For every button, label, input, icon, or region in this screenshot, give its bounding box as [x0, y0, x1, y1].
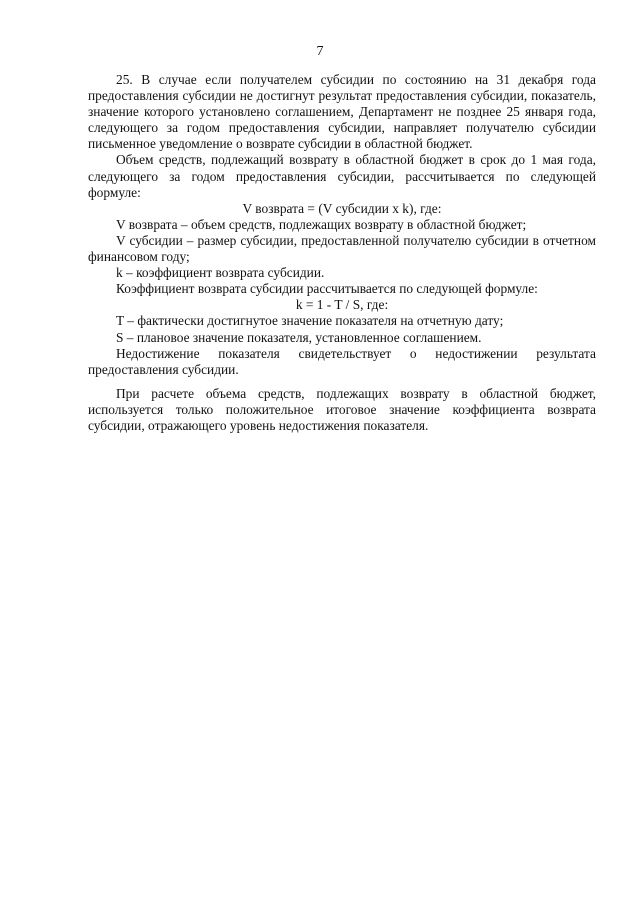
- definition-k: k – коэффициент возврата субсидии.: [116, 265, 325, 281]
- paragraph-calc-note: При расчете объема средств, подлежащих возврату в областной бюджет, используется только положительное итоговое значение коэффициента возврата субсидии, отражающего уровень недостижения показателя.: [88, 385, 596, 433]
- definition-s: S – плановое значение показателя, установленное соглашением.: [116, 329, 482, 345]
- formula-k: k = 1 - T / S, где:: [295, 297, 389, 313]
- definition-t: T – фактически достигнутое значение показателя на отчетную дату;: [116, 313, 504, 329]
- paragraph-volume-intro: Объем средств, подлежащий возврату в областной бюджет в срок до 1 мая года, следующего за годом предоставления субсидии, рассчитывается по следующей формуле:: [88, 152, 596, 200]
- page-number: 7: [316, 44, 324, 59]
- definition-v-return: V возврата – объем средств, подлежащих возврату в областной бюджет;: [116, 216, 527, 232]
- definition-v-subsidy: V субсидии – размер субсидии, предоставленной получателю субсидии в отчетном финансовом году;: [88, 232, 596, 265]
- paragraph-25: 25. В случае если получателем субсидии по состоянию на 31 декабря года предоставления субсидии не достигнут результат предоставления субсидии, показатель, значение которого установлено соглашением, Департамент не позднее 25 января года, следующего за годом предоставления субсидии, направляет получателю субсидии письменное уведомление о возврате субсидии в областной бюджет.: [88, 72, 596, 152]
- formula-v-return: V возврата = (V субсидии x k), где:: [242, 200, 442, 216]
- paragraph-non-achievement: Недостижение показателя свидетельствует о недостижении результата предоставления субсидии.: [88, 345, 596, 377]
- paragraph-k-intro: Коэффициент возврата субсидии рассчитывается по следующей формуле:: [116, 281, 538, 297]
- document-body: [88, 72, 596, 434]
